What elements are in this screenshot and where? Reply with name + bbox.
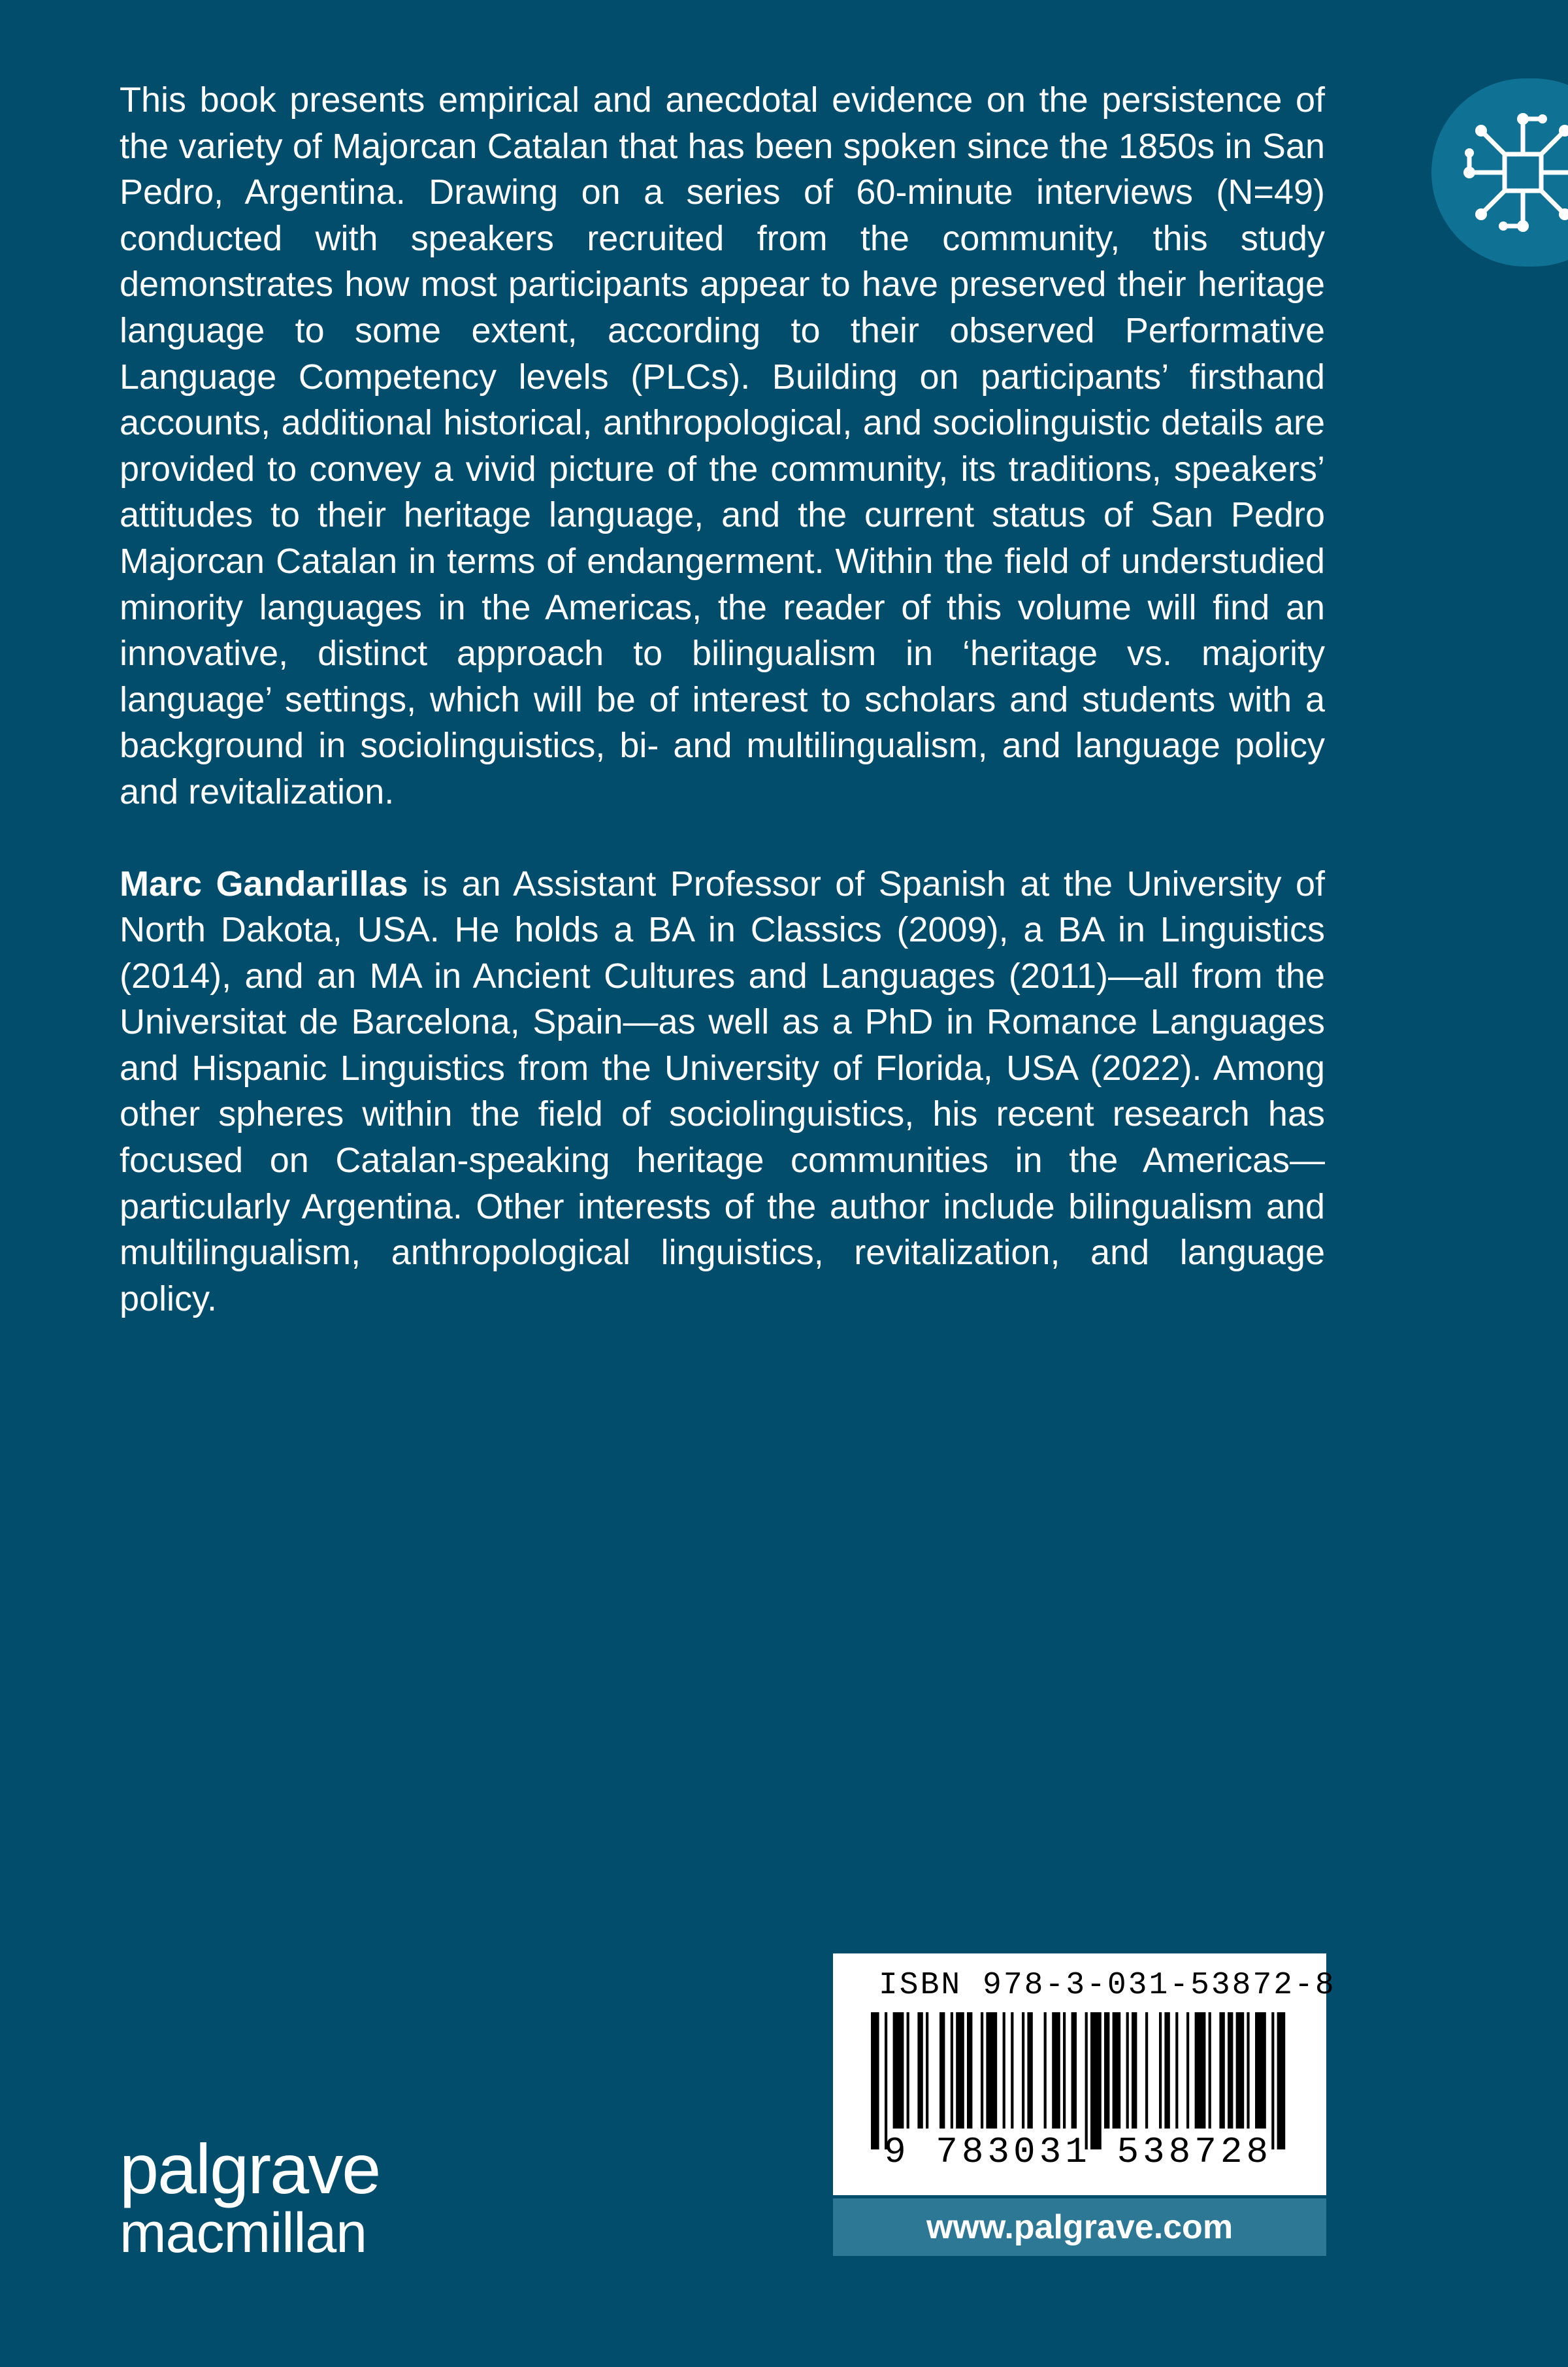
publisher-logo-line1: palgrave [120, 2129, 380, 2208]
barcode-bar [1003, 2012, 1005, 2129]
barcode-bar [1277, 2012, 1286, 2149]
barcode-bar [1236, 2012, 1245, 2129]
barcode-bar [1175, 2012, 1178, 2129]
isbn-label: ISBN 978-3-031-53872-8 [879, 1968, 1336, 2003]
barcode-bar [917, 2012, 923, 2129]
publisher-url[interactable]: www.palgrave.com [833, 2198, 1326, 2256]
barcode-bar [1219, 2012, 1224, 2129]
barcode-bar [1209, 2012, 1211, 2129]
barcode-bar [907, 2012, 909, 2129]
barcode-digits: 9 783031 538728 [884, 2131, 1273, 2173]
author-name: Marc Gandarillas [120, 864, 408, 904]
barcode-bar [956, 2012, 964, 2129]
text-column [120, 77, 1325, 1367]
barcode-bar [1186, 2012, 1189, 2129]
barcode-bar [1022, 2012, 1024, 2129]
barcode-bar [939, 2012, 945, 2129]
barcode-bar [1195, 2012, 1206, 2129]
publisher-logo [120, 2129, 380, 2264]
isbn-barcode-box [833, 1953, 1336, 2195]
barcode-bar [1090, 2012, 1102, 2149]
barcode-bar [1085, 2012, 1088, 2149]
barcode-bar [885, 2012, 887, 2149]
series-badge [1431, 78, 1568, 267]
barcode-bar [871, 2012, 879, 2149]
barcode-bar [1052, 2012, 1060, 2129]
barcode-bar [1132, 2012, 1137, 2129]
barcode-bar [1113, 2012, 1121, 2129]
barcode-bar [1228, 2012, 1233, 2129]
barcode-bar [1255, 2012, 1266, 2129]
barcode-bar [1145, 2012, 1148, 2129]
barcode-bar [967, 2012, 972, 2129]
barcode-bar [1159, 2012, 1162, 2129]
barcode-bar [951, 2012, 953, 2129]
barcode-bar [1104, 2012, 1109, 2129]
book-description: This book presents empirical and anecdotal evidence on the persistence of the variety of Majorcan Catalan that has been spoken since the 1850s in San Pedro, Argentina. Drawing on a series of 60-minute interviews (N=49) conducted with speakers recruited from the community, this study demonstrates how most participants appear to have preserved their heritage language to some extent, according to their observed Performative Language Competency levels (PLCs). Building on participants’ firsthand accounts, additional historical, anthropological, and sociolinguistic details are provided to convey a vivid picture of the community, its traditions, speakers’ attitudes to their heritage language, and the current status of San Pedro Majorcan Catalan in terms of endangerment. Within the field of understudied minority languages in the Americas, the reader of this volume will find an innovative, distinct approach to bilingualism in ‘heritage vs. majority language’ settings, which will be of interest to scholars and students with a background in sociolinguistics, bi- and multilingualism, and language policy and revitalization. [120, 80, 1325, 811]
barcode-bar [893, 2012, 904, 2129]
barcode-bar [1011, 2012, 1013, 2129]
author-bio-text: is an Assistant Professor of Spanish at the University of North Dakota, USA. He holds a BA in Classics (2009), a BA in Linguistics (2014), and an MA in Ancient Cultures and Languages (2011)—all from the Universitat de Barcelona, Spain—as well as a PhD in Romance Languages and Hispanic Linguistics from the University of Florida, USA (2022). Among other spheres within the field of sociolinguistics, his recent research has focused on Catalan-speaking heritage communities in the Americas—particularly Argentina. Other interests of the author include bilingualism and multilingualism, anthropological linguistics, revitalization, and language policy. [120, 864, 1325, 1318]
barcode-bar [1126, 2012, 1129, 2129]
barcode-bar [926, 2012, 928, 2129]
barcode-bar [1027, 2012, 1032, 2129]
publisher-logo-line2: macmillan [120, 2202, 367, 2264]
barcode-bar [1063, 2012, 1066, 2129]
barcode-bar [1071, 2012, 1077, 2129]
barcode-bar [1044, 2012, 1047, 2129]
network-nodes-icon [1458, 107, 1568, 238]
barcode-bar [986, 2012, 997, 2129]
barcode-bar [1164, 2012, 1169, 2129]
barcode-bar [981, 2012, 983, 2129]
author-bio [120, 861, 1325, 1322]
barcode-bar [1247, 2012, 1249, 2129]
barcode-bar [1271, 2012, 1274, 2149]
